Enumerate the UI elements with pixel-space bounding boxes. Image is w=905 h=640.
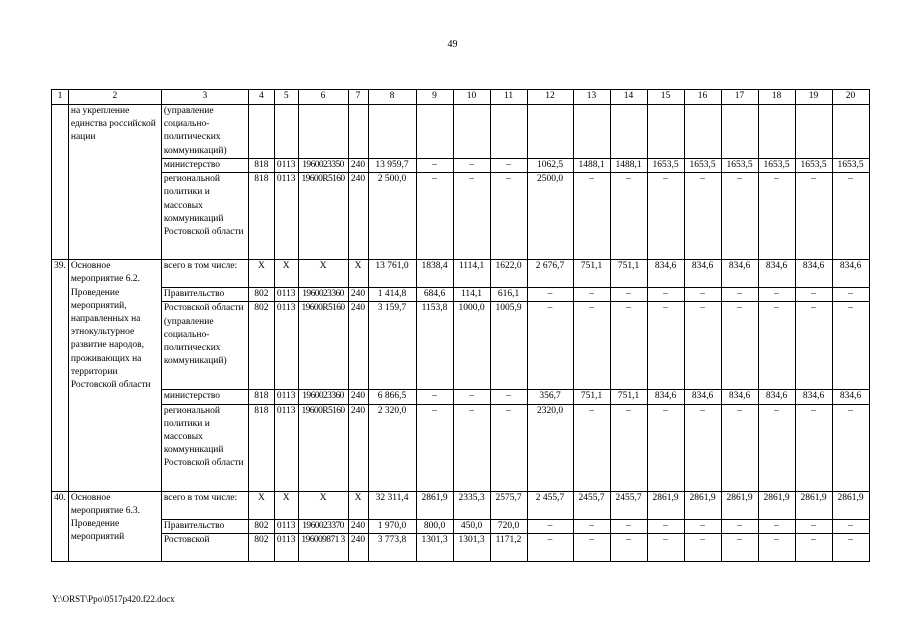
value-cell: 1653,5 <box>832 159 869 173</box>
table-row <box>52 105 870 159</box>
value-cell: – <box>573 533 610 561</box>
value-cell: 1488,1 <box>610 159 647 173</box>
value-cell: 0113 <box>274 533 298 561</box>
value-cell: – <box>758 288 795 302</box>
value-cell: – <box>416 159 453 173</box>
header-cell: 17 <box>721 90 758 105</box>
value-cell: 2 320,0 <box>368 404 416 491</box>
value-cell: 6 866,5 <box>368 390 416 404</box>
value-cell: 1960023360 <box>298 288 348 302</box>
value-cell: 2861,9 <box>721 491 758 519</box>
value-cell: – <box>573 302 610 390</box>
value-cell: – <box>453 159 490 173</box>
value-cell: – <box>684 173 721 260</box>
value-cell: 240 <box>348 533 368 561</box>
value-cell: 802 <box>248 288 274 302</box>
value-cell: – <box>527 533 573 561</box>
value-cell: 818 <box>248 159 274 173</box>
table-row <box>52 159 870 173</box>
value-cell: – <box>647 533 684 561</box>
value-cell: 684,6 <box>416 288 453 302</box>
value-cell: 13 959,7 <box>368 159 416 173</box>
value-cell: 1114,1 <box>453 260 490 288</box>
value-cell: 2455,7 <box>610 491 647 519</box>
executor-cell: региональной политики и массовых коммуникаций Ростовской области <box>161 173 248 260</box>
value-cell: – <box>832 302 869 390</box>
value-cell: – <box>527 519 573 533</box>
value-cell: 834,6 <box>758 390 795 404</box>
value-cell: – <box>758 173 795 260</box>
value-cell: 2861,9 <box>795 491 832 519</box>
measure-name-cell: Основное мероприятие 6.3. Проведение мероприятий <box>68 491 161 561</box>
executor-cell: Правительство <box>161 519 248 533</box>
value-cell: X <box>248 491 274 519</box>
value-cell: 834,6 <box>684 260 721 288</box>
value-cell: X <box>348 260 368 288</box>
value-cell: – <box>610 288 647 302</box>
value-cell: – <box>490 390 527 404</box>
value-cell: 2320,0 <box>527 404 573 491</box>
value-cell: – <box>758 519 795 533</box>
executor-cell: Правительство <box>161 288 248 302</box>
value-cell: 834,6 <box>684 390 721 404</box>
value-cell: 0113 <box>274 173 298 260</box>
value-cell: 0113 <box>274 288 298 302</box>
value-cell: 1960023350 <box>298 159 348 173</box>
header-cell: 9 <box>416 90 453 105</box>
value-cell: – <box>795 533 832 561</box>
value-cell: 240 <box>348 519 368 533</box>
value-cell: – <box>453 173 490 260</box>
value-cell: 2575,7 <box>490 491 527 519</box>
value-cell: 751,1 <box>573 390 610 404</box>
header-cell: 7 <box>348 90 368 105</box>
value-cell: 720,0 <box>490 519 527 533</box>
value-cell: – <box>832 404 869 491</box>
value-cell: 114,1 <box>453 288 490 302</box>
header-cell: 15 <box>647 90 684 105</box>
value-cell: X <box>274 260 298 288</box>
value-cell: 2861,9 <box>416 491 453 519</box>
value-cell: 1622,0 <box>490 260 527 288</box>
row-number-cell: 39. <box>52 260 69 491</box>
value-cell: 240 <box>348 288 368 302</box>
value-cell: 3 773,8 <box>368 533 416 561</box>
value-cell: – <box>490 404 527 491</box>
value-cell: 1653,5 <box>758 159 795 173</box>
empty-cell <box>416 105 453 159</box>
value-cell: 1062,5 <box>527 159 573 173</box>
value-cell: 834,6 <box>795 390 832 404</box>
header-cell: 16 <box>684 90 721 105</box>
value-cell: 1171,2 <box>490 533 527 561</box>
header-cell: 11 <box>490 90 527 105</box>
value-cell: 356,7 <box>527 390 573 404</box>
value-cell: 240 <box>348 404 368 491</box>
header-cell: 4 <box>248 90 274 105</box>
table-row <box>52 491 870 519</box>
value-cell: 818 <box>248 404 274 491</box>
value-cell: – <box>647 288 684 302</box>
header-cell: 14 <box>610 90 647 105</box>
value-cell: 1153,8 <box>416 302 453 390</box>
value-cell: 1653,5 <box>721 159 758 173</box>
empty-cell <box>573 105 610 159</box>
table-row <box>52 519 870 533</box>
value-cell: – <box>490 173 527 260</box>
empty-cell <box>758 105 795 159</box>
value-cell: – <box>832 533 869 561</box>
value-cell: – <box>527 288 573 302</box>
page-number: 49 <box>447 39 458 50</box>
value-cell: X <box>298 491 348 519</box>
value-cell: – <box>721 404 758 491</box>
header-cell: 6 <box>298 90 348 105</box>
value-cell: 834,6 <box>647 390 684 404</box>
value-cell: 751,1 <box>573 260 610 288</box>
header-cell: 2 <box>68 90 161 105</box>
empty-cell <box>684 105 721 159</box>
empty-cell <box>721 105 758 159</box>
value-cell: 834,6 <box>758 260 795 288</box>
executor-cell: министерство <box>161 390 248 404</box>
value-cell: 196009871 3 <box>298 533 348 561</box>
value-cell: X <box>274 491 298 519</box>
header-cell: 18 <box>758 90 795 105</box>
header-cell: 20 <box>832 90 869 105</box>
value-cell: – <box>610 173 647 260</box>
value-cell: – <box>453 390 490 404</box>
value-cell: 834,6 <box>721 390 758 404</box>
value-cell: 1301,3 <box>453 533 490 561</box>
header-cell: 13 <box>573 90 610 105</box>
value-cell: 751,1 <box>610 260 647 288</box>
value-cell: 1960023370 <box>298 519 348 533</box>
value-cell: 13 761,0 <box>368 260 416 288</box>
value-cell: – <box>721 288 758 302</box>
value-cell: 1 414,8 <box>368 288 416 302</box>
value-cell: – <box>573 519 610 533</box>
value-cell: 2335,3 <box>453 491 490 519</box>
value-cell: – <box>795 404 832 491</box>
empty-cell <box>832 105 869 159</box>
header-cell: 12 <box>527 90 573 105</box>
file-path-footer: Y:\ORST\Ppo\0517p420.f22.docx <box>52 594 175 604</box>
value-cell: – <box>684 519 721 533</box>
empty-cell <box>368 105 416 159</box>
empty-cell <box>795 105 832 159</box>
value-cell: 2 500,0 <box>368 173 416 260</box>
value-cell: – <box>795 302 832 390</box>
empty-cell <box>298 105 348 159</box>
value-cell: 2 455,7 <box>527 491 573 519</box>
value-cell: 32 311,4 <box>368 491 416 519</box>
value-cell: X <box>298 260 348 288</box>
empty-cell <box>274 105 298 159</box>
executor-cell: (управление социально-политических коммуникаций) <box>161 105 248 159</box>
value-cell: X <box>248 260 274 288</box>
value-cell: 1 970,0 <box>368 519 416 533</box>
value-cell: – <box>721 302 758 390</box>
header-cell: 5 <box>274 90 298 105</box>
value-cell: – <box>832 519 869 533</box>
value-cell: – <box>416 173 453 260</box>
value-cell: 0113 <box>274 390 298 404</box>
executor-cell: министерство <box>161 159 248 173</box>
value-cell: 818 <box>248 390 274 404</box>
value-cell: 1653,5 <box>647 159 684 173</box>
table-row <box>52 288 870 302</box>
value-cell: 19600R5160 <box>298 404 348 491</box>
value-cell: – <box>647 173 684 260</box>
value-cell: – <box>453 404 490 491</box>
executor-cell: всего в том числе: <box>161 260 248 288</box>
value-cell: 751,1 <box>610 390 647 404</box>
value-cell: 1000,0 <box>453 302 490 390</box>
empty-cell <box>610 105 647 159</box>
value-cell: – <box>758 302 795 390</box>
value-cell: – <box>721 533 758 561</box>
value-cell: 1838,4 <box>416 260 453 288</box>
value-cell: 1960023360 <box>298 390 348 404</box>
executor-cell: всего в том числе: <box>161 491 248 519</box>
header-cell: 1 <box>52 90 69 105</box>
header-cell: 19 <box>795 90 832 105</box>
value-cell: 2861,9 <box>832 491 869 519</box>
row-number-cell: 40. <box>52 491 69 561</box>
value-cell: 240 <box>348 302 368 390</box>
value-cell: – <box>795 173 832 260</box>
value-cell: – <box>610 519 647 533</box>
value-cell: 2500,0 <box>527 173 573 260</box>
value-cell: 800,0 <box>416 519 453 533</box>
value-cell: – <box>527 302 573 390</box>
value-cell: – <box>647 519 684 533</box>
value-cell: – <box>832 173 869 260</box>
value-cell: 802 <box>248 302 274 390</box>
value-cell: 2861,9 <box>684 491 721 519</box>
value-cell: 240 <box>348 390 368 404</box>
header-cell: 10 <box>453 90 490 105</box>
value-cell: – <box>416 404 453 491</box>
executor-cell: региональной политики и массовых коммуникаций Ростовской области <box>161 404 248 491</box>
value-cell: 834,6 <box>647 260 684 288</box>
value-cell: – <box>832 288 869 302</box>
value-cell: 2455,7 <box>573 491 610 519</box>
value-cell: 19600R5160 <box>298 173 348 260</box>
value-cell: 1653,5 <box>795 159 832 173</box>
value-cell: 450,0 <box>453 519 490 533</box>
value-cell: – <box>647 404 684 491</box>
value-cell: – <box>610 404 647 491</box>
value-cell: 0113 <box>274 404 298 491</box>
table-row <box>52 173 870 260</box>
empty-cell <box>647 105 684 159</box>
value-cell: 834,6 <box>795 260 832 288</box>
header-cell: 8 <box>368 90 416 105</box>
value-cell: 2861,9 <box>647 491 684 519</box>
value-cell: – <box>721 173 758 260</box>
empty-cell <box>453 105 490 159</box>
value-cell: – <box>573 288 610 302</box>
value-cell: 1488,1 <box>573 159 610 173</box>
value-cell: – <box>610 533 647 561</box>
table-row <box>52 302 870 390</box>
table-row <box>52 260 870 288</box>
empty-cell <box>490 105 527 159</box>
value-cell: – <box>490 159 527 173</box>
value-cell: 0113 <box>274 519 298 533</box>
empty-cell <box>527 105 573 159</box>
value-cell: 802 <box>248 533 274 561</box>
value-cell: – <box>684 533 721 561</box>
measure-name-cell: на укрепление единства российской нации <box>68 105 161 260</box>
value-cell: – <box>684 288 721 302</box>
value-cell: 240 <box>348 173 368 260</box>
value-cell: – <box>758 404 795 491</box>
value-cell: – <box>573 173 610 260</box>
value-cell: 1005,9 <box>490 302 527 390</box>
value-cell: 1301,3 <box>416 533 453 561</box>
value-cell: – <box>684 302 721 390</box>
value-cell: 802 <box>248 519 274 533</box>
value-cell: 3 159,7 <box>368 302 416 390</box>
value-cell: 616,1 <box>490 288 527 302</box>
value-cell: 2 676,7 <box>527 260 573 288</box>
value-cell: 19600R5160 <box>298 302 348 390</box>
header-row <box>52 90 870 105</box>
value-cell: 0113 <box>274 159 298 173</box>
table-row <box>52 404 870 491</box>
value-cell: 834,6 <box>721 260 758 288</box>
value-cell: 240 <box>348 159 368 173</box>
measure-name-cell: Основное мероприятие 6.2. Проведение мероприятий, направленных на этнокультурное развитие народов, проживающих на территории Ростовской области <box>68 260 161 491</box>
value-cell: – <box>721 519 758 533</box>
value-cell: – <box>684 404 721 491</box>
budget-table <box>51 89 870 562</box>
value-cell: 0113 <box>274 302 298 390</box>
value-cell: – <box>647 302 684 390</box>
table-row <box>52 390 870 404</box>
empty-cell <box>348 105 368 159</box>
header-cell: 3 <box>161 90 248 105</box>
value-cell: 1653,5 <box>684 159 721 173</box>
value-cell: – <box>416 390 453 404</box>
executor-cell: Ростовской <box>161 533 248 561</box>
value-cell: X <box>348 491 368 519</box>
empty-cell <box>248 105 274 159</box>
executor-cell: Ростовской области (управление социально-политических коммуникаций) <box>161 302 248 390</box>
value-cell: 834,6 <box>832 390 869 404</box>
value-cell: 2861,9 <box>758 491 795 519</box>
table-row <box>52 533 870 561</box>
row-number-cell <box>52 105 69 260</box>
value-cell: 818 <box>248 173 274 260</box>
value-cell: – <box>573 404 610 491</box>
value-cell: – <box>795 519 832 533</box>
value-cell: 834,6 <box>832 260 869 288</box>
value-cell: – <box>795 288 832 302</box>
value-cell: – <box>758 533 795 561</box>
value-cell: – <box>610 302 647 390</box>
